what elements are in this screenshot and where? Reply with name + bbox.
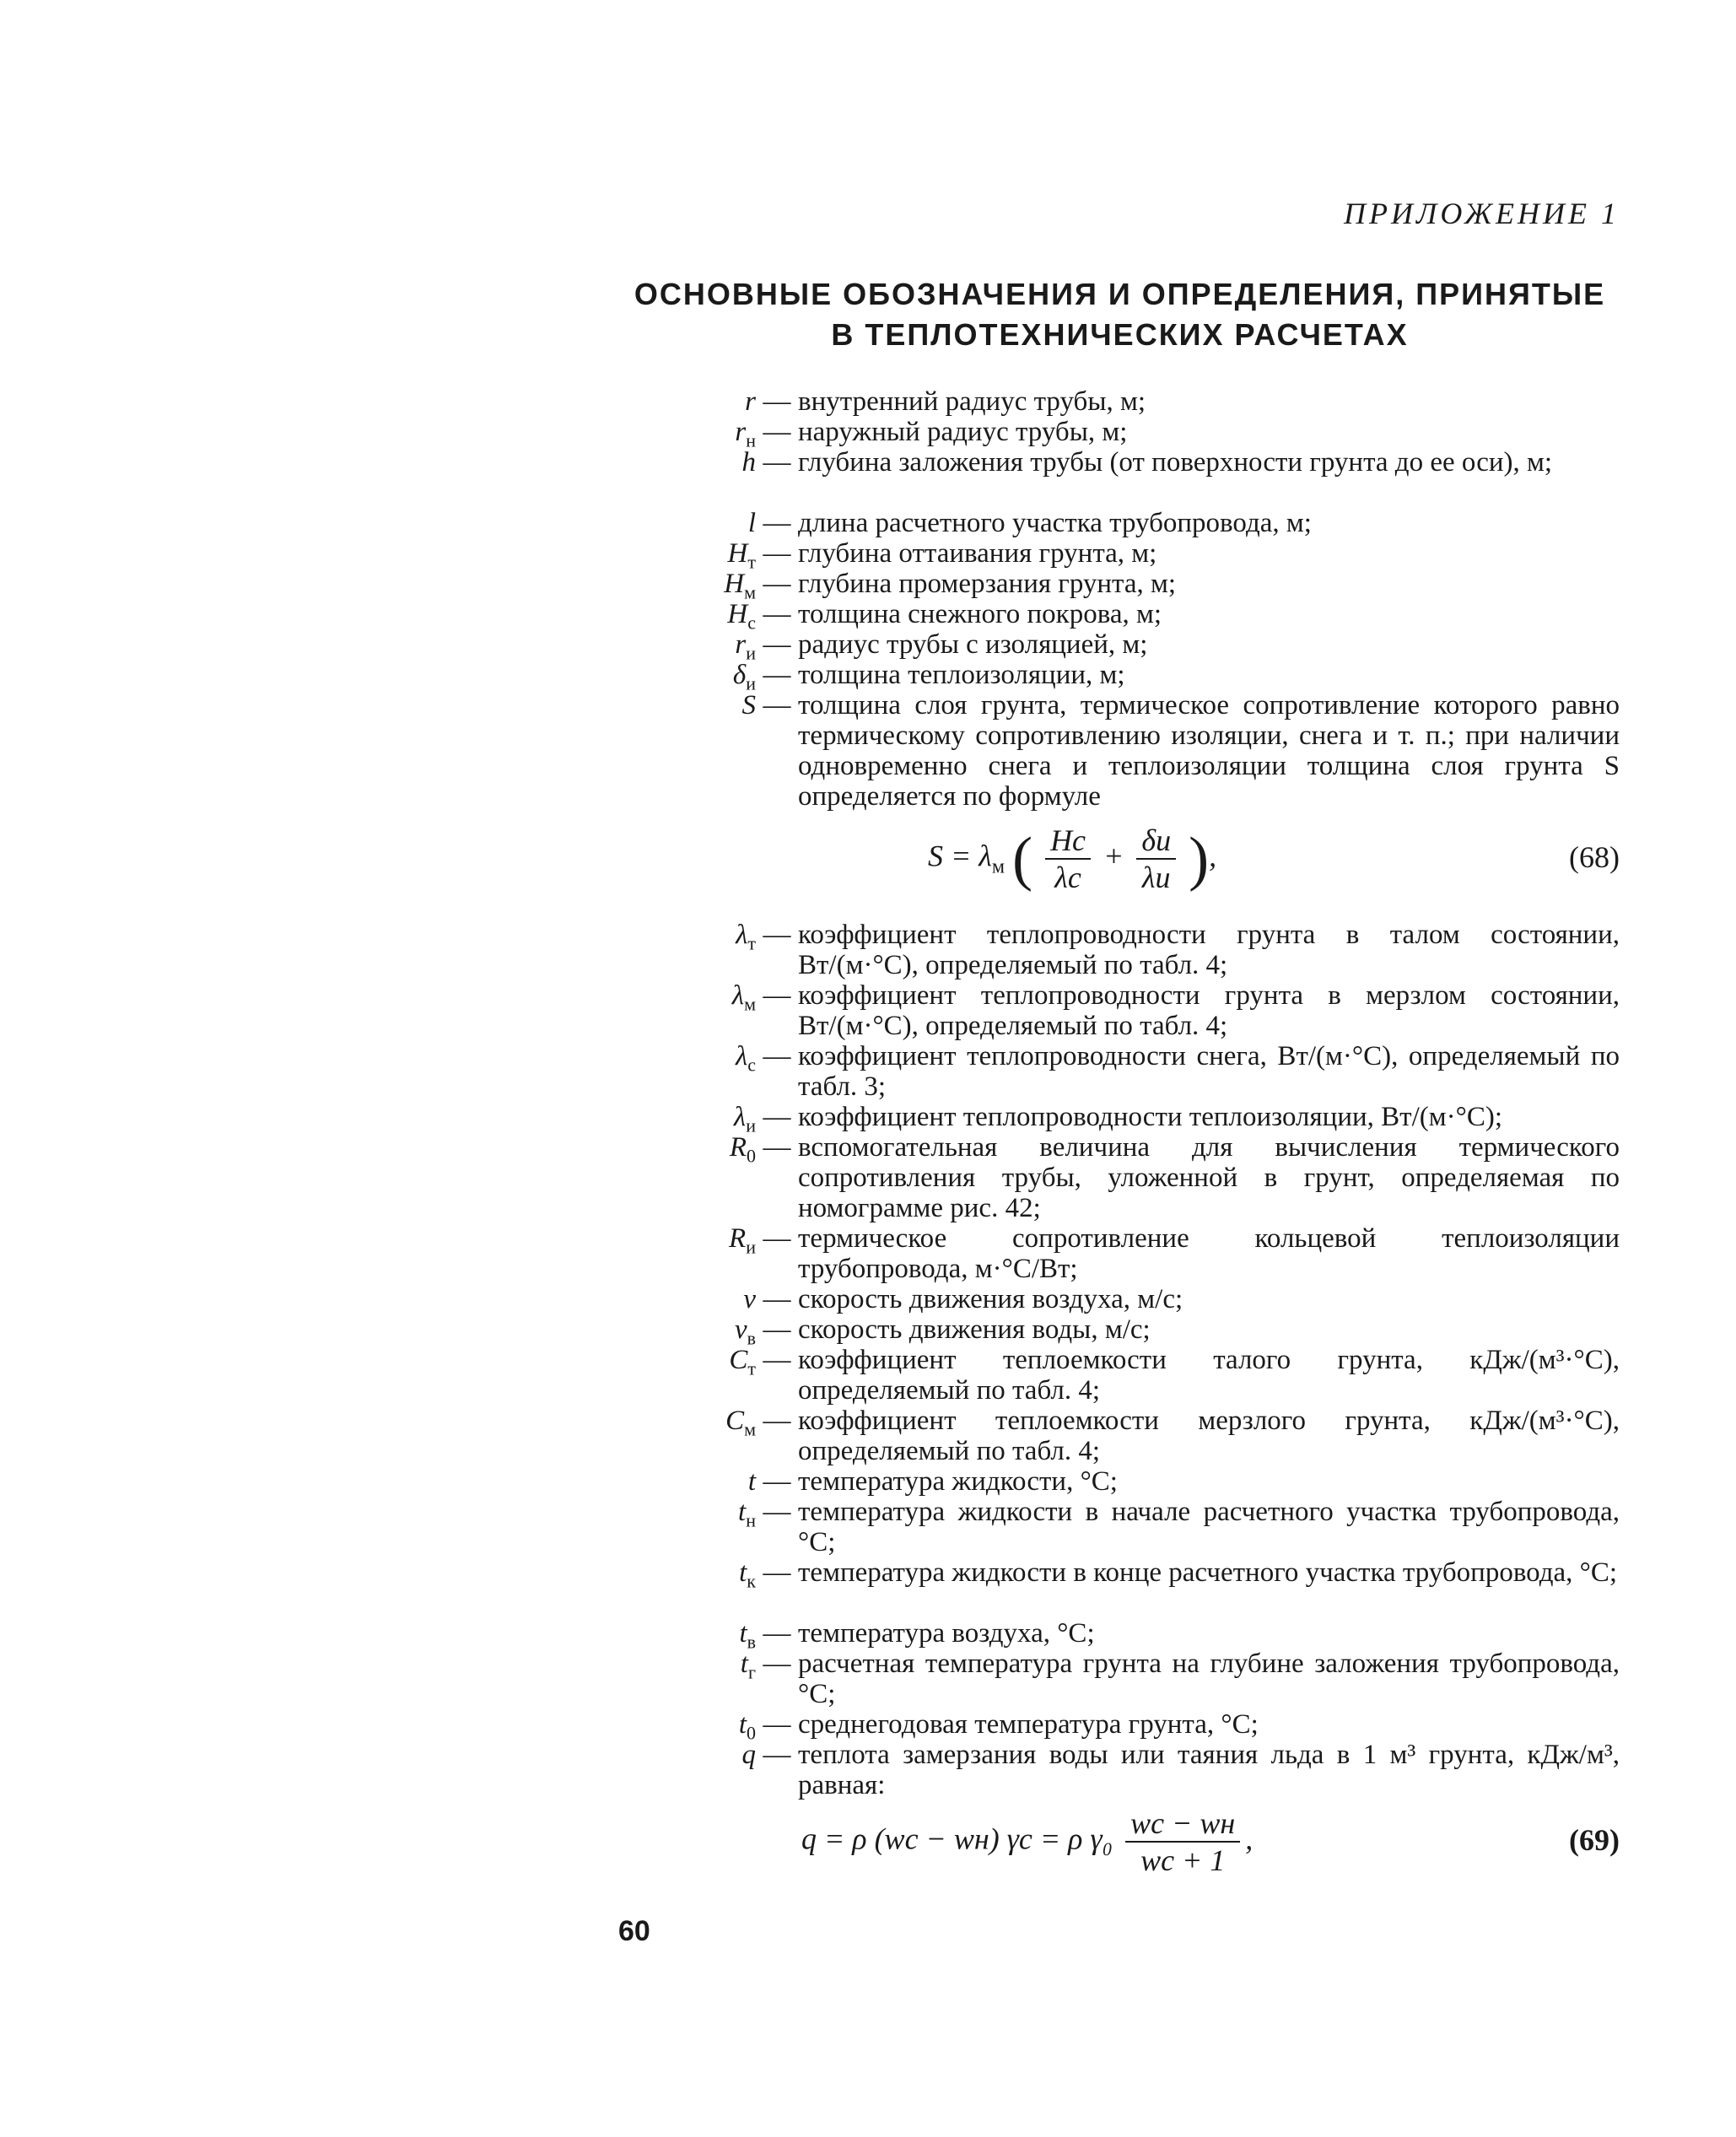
definition-dash: — [763, 1284, 791, 1314]
definition-dash: — [763, 1466, 791, 1497]
definition-item [675, 447, 1620, 487]
definition-text: температура воздуха, °С; [798, 1618, 1095, 1649]
symbol-base: t [739, 1618, 747, 1649]
definition-dash: — [763, 569, 791, 599]
definition-text: коэффициент теплопроводности грунта в мерзлом состоянии, Вт/(м·°С), определяемый по табл. 4; [798, 980, 1620, 1041]
symbol-base: r [735, 629, 747, 660]
definition-item [675, 1740, 1620, 1800]
symbol-base: H [724, 569, 745, 599]
formula-68: $S = \lambda_м$ ( $\frac{Hс}{\lambda с}$ + $\frac{\delta и}{\lambda и}$ ), (68) [928, 823, 1620, 894]
page-title [620, 274, 1620, 355]
definition-dash: — [763, 538, 791, 569]
page-number: 60 [618, 1915, 650, 1947]
symbol-base: t [738, 1709, 747, 1740]
definition-text: термическое сопротивление кольцевой теплоизоляции трубопровода, м·°С/Вт; [798, 1223, 1620, 1284]
definition-symbol [675, 1649, 756, 1688]
symbol-base: v [743, 1284, 756, 1314]
definition-symbol [675, 1557, 756, 1597]
formula-69-lhs: q = ρ (wс − wн) γс = ρ γ₀ [801, 1821, 1113, 1856]
symbol-base: S [741, 690, 756, 720]
symbol-subscript: с [747, 1054, 756, 1076]
definition-item [675, 1497, 1620, 1557]
formula-68-lhs: S = λ [928, 839, 992, 873]
definition-text: наружный радиус трубы, м; [798, 417, 1128, 447]
fraction-insulation-denominator: λи [1141, 861, 1171, 894]
definition-text: скорость движения воздуха, м/с; [798, 1284, 1183, 1314]
definition-text: толщина слоя грунта, термическое сопротивление которого равно термическому сопротивлению изоляции, снега и т. п.; при наличии одновременно снега и теплоизоляции толщина слоя грунта S определяется по формуле [798, 690, 1620, 812]
definition-dash: — [763, 1709, 791, 1740]
symbol-base: r [745, 386, 756, 417]
definition-item [675, 1649, 1620, 1709]
symbol-base: t [739, 1557, 747, 1588]
definition-item [675, 690, 1620, 812]
definition-dash: — [763, 1740, 791, 1770]
definition-text: внутренний радиус трубы, м; [798, 386, 1146, 417]
definition-symbol [675, 1497, 756, 1536]
fraction-moisture-numerator: wс − wн [1125, 1805, 1240, 1843]
formula-69: q = ρ (wс − wн) γс = ρ γ₀ $\frac{wс - wн}{wс + 1}$ , (69) [801, 1806, 1620, 1877]
symbol-subscript: т [747, 1357, 756, 1379]
symbol-subscript: с [747, 612, 756, 634]
definition-text: длина расчетного участка трубопровода, м; [798, 508, 1312, 538]
symbol-base: t [740, 1649, 748, 1679]
definition-text: коэффициент теплопроводности снега, Вт/(м·°С), определяемый по табл. 3; [798, 1041, 1620, 1102]
symbol-base: R [729, 1132, 747, 1163]
symbol-subscript: 0 [747, 1722, 756, 1744]
definition-symbol [675, 1041, 756, 1081]
definition-symbol [675, 1132, 756, 1172]
definition-text: коэффициент теплопроводности теплоизоляции, Вт/(м·°С); [798, 1102, 1502, 1132]
appendix-label: ПРИЛОЖЕНИЕ 1 [1344, 197, 1620, 230]
definition-dash: — [763, 980, 791, 1011]
definition-text: вспомогательная величина для вычисления термического сопротивления трубы, уложенной в грунт, определяемая по номограмме рис. 42; [798, 1132, 1620, 1223]
symbol-base: R [729, 1223, 747, 1254]
paren-close: ) [1189, 824, 1210, 893]
definition-text: коэффициент теплоемкости мерзлого грунта, кДж/(м³·°С), определяемый по табл. 4; [798, 1406, 1620, 1466]
definition-dash: — [763, 1345, 791, 1375]
definition-dash: — [763, 1649, 791, 1679]
symbol-subscript: 0 [747, 1145, 756, 1167]
fraction-snow-denominator: λс [1054, 861, 1081, 894]
symbol-subscript: в [747, 1327, 756, 1349]
definition-text: глубина заложения трубы (от поверхности грунта до ее оси), м; [798, 447, 1553, 478]
title-line-2: В ТЕПЛОТЕХНИЧЕСКИХ РАСЧЕТАХ [831, 317, 1409, 352]
symbol-base: h [741, 447, 756, 478]
symbol-subscript: м [744, 1418, 756, 1440]
definition-text: расчетная температура грунта на глубине заложения трубопровода, °С; [798, 1649, 1620, 1709]
definition-text: толщина теплоизоляции, м; [798, 660, 1125, 690]
symbol-base: t [747, 1466, 756, 1497]
symbol-subscript: и [746, 1236, 756, 1258]
symbol-subscript: г [747, 1661, 756, 1683]
symbol-subscript: н [746, 1509, 756, 1531]
symbol-base: C [729, 1345, 748, 1375]
definition-symbol [675, 1406, 756, 1445]
fraction-insulation [1136, 823, 1176, 895]
fraction-moisture-denominator: wс + 1 [1140, 1843, 1226, 1877]
definition-item [675, 980, 1620, 1041]
symbol-base: λ [731, 980, 745, 1011]
symbol-base: λ [736, 920, 748, 950]
definition-item [675, 920, 1620, 980]
symbol-base: q [741, 1740, 756, 1770]
symbol-base: H [727, 538, 748, 569]
symbol-base: λ [735, 1041, 748, 1071]
definition-symbol [675, 1223, 756, 1263]
definition-dash: — [763, 1406, 791, 1436]
symbol-base: r [735, 417, 747, 447]
definition-text: теплота замерзания воды или таяния льда в 1 м³ грунта, кДж/м³, равная: [798, 1740, 1620, 1800]
symbol-subscript: м [744, 993, 756, 1015]
symbol-subscript: н [746, 429, 756, 451]
definition-symbol [675, 1345, 756, 1384]
fraction-snow [1045, 823, 1091, 895]
definition-dash: — [763, 1132, 791, 1163]
definition-dash: — [763, 1618, 791, 1649]
symbol-base: t [738, 1497, 747, 1527]
definition-symbol [675, 920, 756, 959]
definition-item [675, 1557, 1620, 1597]
definition-dash: — [763, 690, 791, 720]
definition-text: коэффициент теплопроводности грунта в талом состоянии, Вт/(м·°С), определяемый по табл. 4; [798, 920, 1620, 980]
definition-item [675, 1132, 1620, 1223]
plus-sign: + [1103, 839, 1124, 873]
symbol-subscript: и [746, 672, 756, 694]
definition-dash: — [763, 1314, 791, 1345]
symbol-subscript: и [746, 642, 756, 664]
definition-symbol [675, 447, 756, 487]
symbol-subscript: т [747, 551, 756, 573]
symbol-subscript: м [744, 581, 756, 603]
definition-dash: — [763, 920, 791, 950]
definition-item [675, 1223, 1620, 1284]
fraction-snow-numerator: Hс [1045, 823, 1091, 860]
definition-dash: — [763, 599, 791, 629]
definition-dash: — [763, 508, 791, 538]
paren-open: ( [1012, 824, 1033, 893]
symbol-subscript: в [747, 1631, 756, 1653]
definition-text: температура жидкости в конце расчетного участка трубопровода, °С; [798, 1557, 1618, 1588]
definition-text: глубина промерзания грунта, м; [798, 569, 1177, 599]
definition-text: радиус трубы с изоляцией, м; [798, 629, 1148, 660]
title-line-1: ОСНОВНЫЕ ОБОЗНАЧЕНИЯ И ОПРЕДЕЛЕНИЯ, ПРИНЯТЫЕ [633, 277, 1606, 311]
definition-dash: — [763, 447, 791, 478]
symbol-base: λ [733, 1102, 747, 1132]
fraction-insulation-numerator: δи [1136, 823, 1176, 860]
definition-dash: — [763, 660, 791, 690]
definition-symbol [675, 690, 756, 730]
formula-68-lhs-sub: м [991, 855, 1005, 878]
definition-symbol [675, 1740, 756, 1779]
definition-dash: — [763, 1557, 791, 1588]
definition-dash: — [763, 629, 791, 660]
formula-69-number: (69) [1569, 1823, 1620, 1857]
symbol-subscript: и [746, 1114, 756, 1136]
symbol-base: l [747, 508, 756, 538]
definition-dash: — [763, 386, 791, 417]
definition-text: температура жидкости в начале расчетного участка трубопровода, °С; [798, 1497, 1620, 1557]
definition-dash: — [763, 1223, 791, 1254]
definition-text: скорость движения воды, м/с; [798, 1314, 1151, 1345]
definition-text: среднегодовая температура грунта, °С; [798, 1709, 1259, 1740]
definition-text: температура жидкости, °С; [798, 1466, 1118, 1497]
fraction-moisture [1125, 1805, 1240, 1878]
definition-item [675, 1406, 1620, 1466]
definition-dash: — [763, 1041, 791, 1071]
formula-68-number: (68) [1569, 840, 1620, 874]
definition-dash: — [763, 1102, 791, 1132]
definition-item [675, 1041, 1620, 1102]
symbol-subscript: к [747, 1570, 756, 1592]
symbol-base: δ [732, 660, 747, 690]
definition-symbol [675, 980, 756, 1020]
definition-text: толщина снежного покрова, м; [798, 599, 1162, 629]
definition-item [675, 1345, 1620, 1406]
symbol-base: C [725, 1406, 745, 1436]
definition-dash: — [763, 417, 791, 447]
symbol-base: H [727, 599, 748, 629]
definition-text: глубина оттаивания грунта, м; [798, 538, 1157, 569]
definition-dash: — [763, 1497, 791, 1527]
symbol-base: v [734, 1314, 747, 1345]
definition-text: коэффициент теплоемкости талого грунта, кДж/(м³·°С), определяемый по табл. 4; [798, 1345, 1620, 1406]
symbol-subscript: т [747, 932, 756, 954]
